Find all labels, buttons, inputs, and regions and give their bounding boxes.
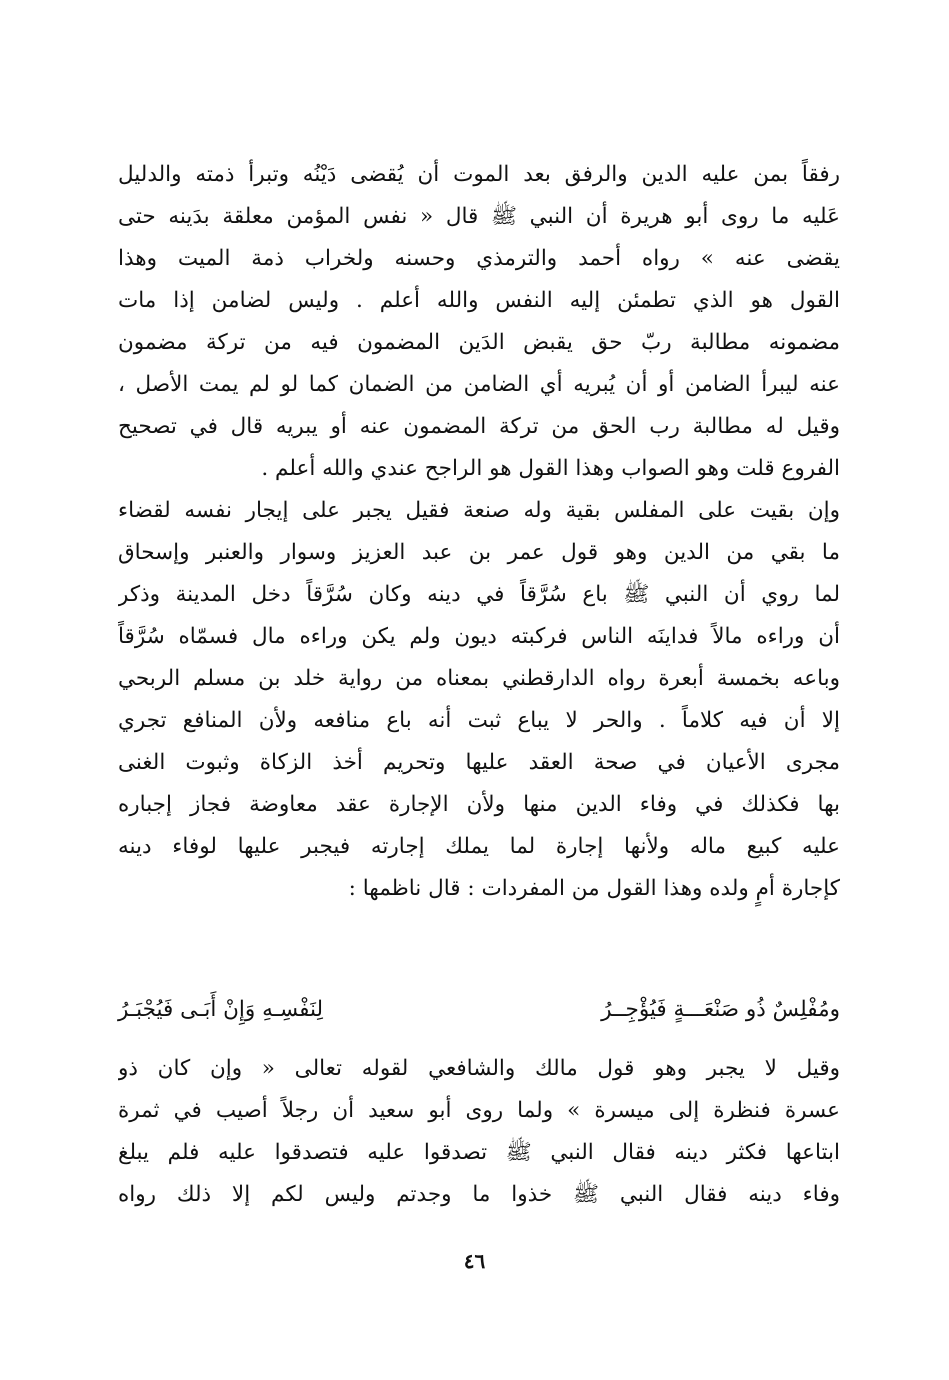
text-line: وقيل لا يجبر وهو قول مالك والشافعي لقوله تعالى « وإن كان ذو (118, 1056, 840, 1081)
text-line: بها فكذلك في وفاء الدين منها ولأن الإجارة عقد معاوضة فجاز إجباره (118, 792, 840, 817)
text-line: عليه كبيع ماله ولأنها إجارة لما يملك إجارته فيجبر عليها لوفاء دينه (118, 834, 840, 859)
text-line: وباعه بخمسة أبعرة رواه الدارقطني بمعناه من رواية خلد بن مسلم الربحي (118, 666, 840, 691)
text-line: مجرى الأعيان في صحة العقد عليها وتحريم أخذ الزكاة وثبوت الغنى (118, 750, 840, 775)
verse-first-hemistich: ومُفْلِسٌ ذُو صَنْعَـــةٍ فَيُؤْجِــرُ (601, 997, 840, 1022)
text-line: مضمونه مطالبة ربّ حق يقبض الدَين المضمون فيه من تركة مضمون (118, 330, 840, 355)
text-line: كإجارة أمٍ ولده وهذا القول من المفردات : قال ناظمها : (348, 876, 840, 901)
text-line: رفقاً بمن عليه الدين والرفق بعد الموت أن يُقضى دَيْنُه وتبرأ ذمته والدليل (118, 162, 840, 187)
paragraph-continued (118, 1048, 840, 1216)
text-line: عنه ليبرأ الضامن أو أن يُبريه أي الضامن من الضمان كما لو لم يمت الأصل ، (118, 372, 840, 397)
text-line: إلا أن فيه كلاماً . والحر لا يباع ثبت أنه باع منافعه ولأن المنافع تجري (118, 708, 840, 733)
poetry-verse (118, 988, 840, 1032)
text-line: ما بقي من الدين وهو قول عمر بن عبد العزيز وسوار والعنبر وإسحاق (118, 540, 840, 565)
text-line: عسرة فنظرة إلى ميسرة » ولما روى أبو سعيد أن رجلاً أصيب في ثمرة (118, 1098, 840, 1123)
text-line: عَليه ما روى أبو هريرة أن النبي ﷺ قال « نفس المؤمن معلقة بدَينه حتى (118, 204, 840, 229)
text-line: وفاء دينه فقال النبي ﷺ خذوا ما وجدتم وليس لكم إلا ذلك رواه (118, 1182, 840, 1207)
text-line: وقيل له مطالبة رب الحق من تركة المضمون عنه أو يبريه قال في تصحيح (118, 414, 840, 439)
text-line: الفروع قلت وهو الصواب وهذا القول هو الراجح عندي والله أعلم . (261, 456, 840, 481)
text-line: أن وراءه مالاً فداينَه الناس فركبته ديون ولم يكن وراءه مال فسمّاه سُرَّقاً (118, 624, 840, 649)
text-line: وإن بقيت على المفلس بقية وله صنعة فقيل يجبر على إيجار نفسه لقضاء (118, 498, 840, 523)
verse-second-hemistich: لِنَفْسِـهِ وَإِنْ أَبَـى فَيُجْبَـرُ (118, 997, 324, 1022)
page-number: ٤٦ (463, 1249, 486, 1273)
text-line: لما روي أن النبي ﷺ باع سُرَّقاً في دينه وكان سُرَّقاً دخل المدينة وذكر (118, 582, 840, 607)
text-line: القول هو الذي تطمئن إليه النفس والله أعلم . وليس لضامن إذا مات (118, 288, 840, 313)
text-line: يقضى عنه » رواه أحمد والترمذي وحسنه ولخراب ذمة الميت وهذا (118, 246, 840, 271)
text-line: ابتاعها فكثر دينه فقال النبي ﷺ تصدقوا عليه فتصدقوا عليه فلم يبلغ (118, 1140, 840, 1165)
paragraph-main (118, 154, 840, 910)
